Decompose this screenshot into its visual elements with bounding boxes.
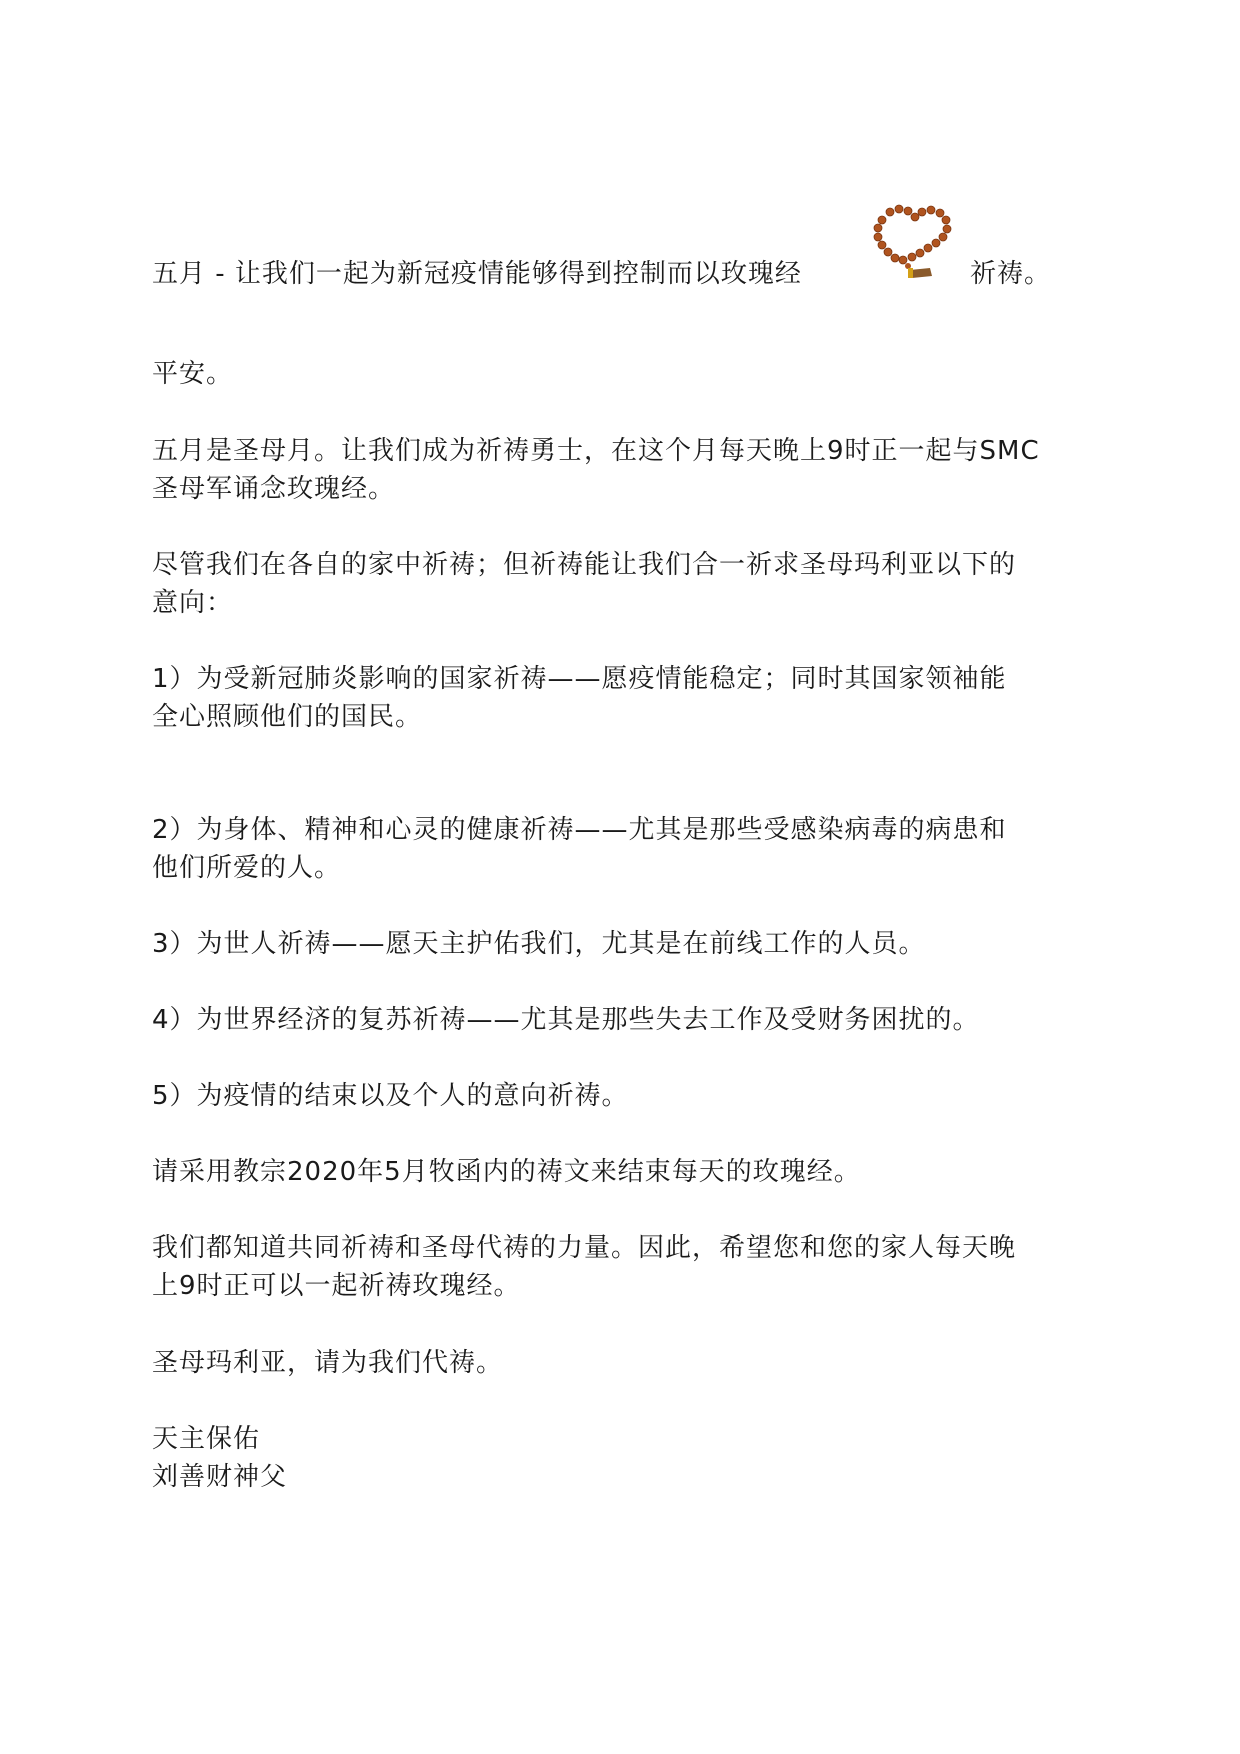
invocation: 圣母玛利亚，请为我们代祷。 — [152, 1348, 504, 1378]
closing-prayer-instruction: 请采用教宗2020年5月牧函内的祷文来结束每天的玫瑰经。 — [152, 1157, 861, 1187]
intention-2-line-1: 2）为身体、精神和心灵的健康祈祷——尤其是那些受感染病毒的病患和 — [152, 815, 1007, 845]
paragraph-2-line-2: 意向： — [152, 588, 234, 618]
intention-4: 4）为世界经济的复苏祈祷——尤其是那些失去工作及受财务困扰的。 — [152, 1005, 980, 1035]
intention-2-line-2: 他们所爱的人。 — [152, 853, 342, 883]
title-suffix — [970, 255, 1090, 293]
signature-name: 刘善财神父 — [152, 1462, 288, 1492]
rosary-beads-icon — [870, 200, 960, 280]
paragraph-1-line-1: 五月是圣母月。让我们成为祈祷勇士，在这个月每天晚上9时正一起与SMC — [152, 436, 1040, 466]
signature-blessing: 天主保佑 — [152, 1424, 261, 1454]
title-text: 五月 - 让我们一起为新冠疫情能够得到控制而以玫瑰经 — [152, 259, 802, 289]
paragraph-1-line-2: 圣母军诵念玫瑰经。 — [152, 474, 396, 504]
intention-5: 5）为疫情的结束以及个人的意向祈祷。 — [152, 1081, 629, 1111]
paragraph-3-line-2: 上9时正可以一起祈祷玫瑰经。 — [152, 1271, 521, 1301]
intention-3: 3）为世人祈祷——愿天主护佑我们，尤其是在前线工作的人员。 — [152, 929, 926, 959]
paragraph-2-line-1: 尽管我们在各自的家中祈祷；但祈祷能让我们合一祈求圣母玛利亚以下的 — [152, 550, 1017, 580]
title-suffix-text: 祈祷。 — [970, 259, 1052, 289]
paragraph-3-line-1: 我们都知道共同祈祷和圣母代祷的力量。因此，希望您和您的家人每天晚 — [152, 1233, 1017, 1263]
greeting: 平安。 — [152, 359, 234, 389]
intention-1-line-2: 全心照顾他们的国民。 — [152, 702, 423, 732]
intention-1-line-1: 1）为受新冠肺炎影响的国家祈祷——愿疫情能稳定；同时其国家领袖能 — [152, 664, 1007, 694]
